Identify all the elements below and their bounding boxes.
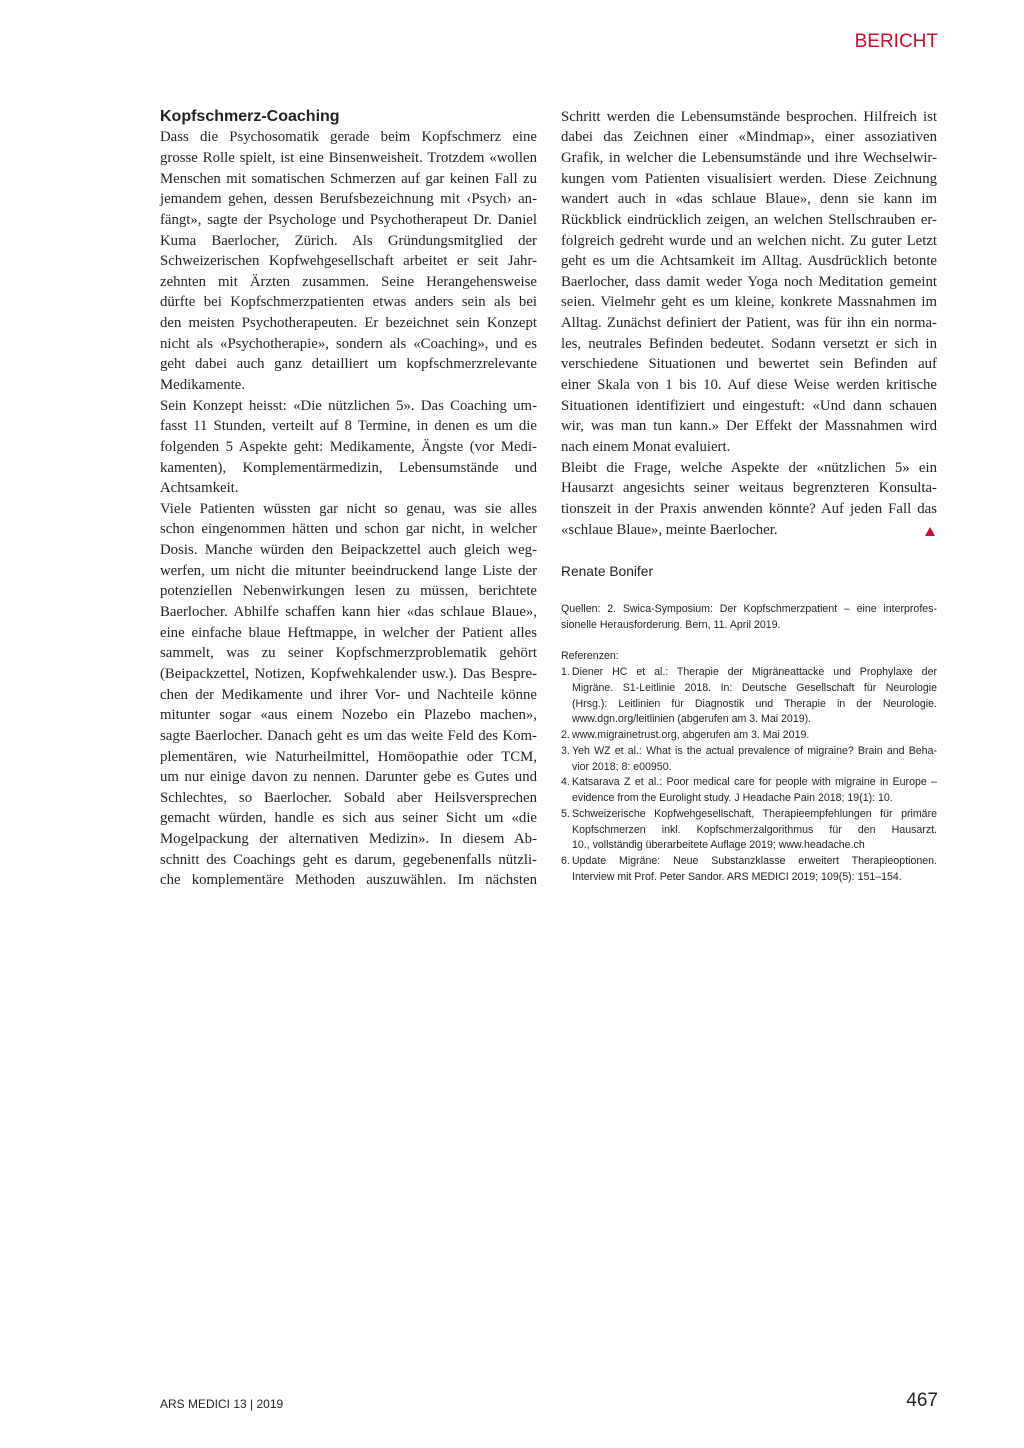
reference-text xyxy=(572,807,937,854)
text-line: einer Skala von 1 bis 10. Auf diese Weise werden kritische xyxy=(561,377,937,394)
text-line: chen der Medikamente und ihrer Vor- und Nachteile könne xyxy=(160,686,537,703)
text-line: Grafik, in welcher die Lebensumstände und ihre Wechselwir- xyxy=(561,149,937,166)
footer-journal-issue: ARS MEDICI 13 | 2019 xyxy=(160,1397,284,1411)
author-name: Renate Bonifer xyxy=(561,564,654,579)
text-line-with-end-mark xyxy=(561,520,937,541)
text-line: schnitt des Coachings geht es darum, gegebenenfalls nützli- xyxy=(160,851,537,868)
text-line: Viele Patienten wüssten gar nicht so genau, was sie alles xyxy=(160,500,537,517)
reference-number: 4. xyxy=(561,776,570,789)
text-line: fasst 11 Stunden, verteilt auf 8 Termine, in denen es um die xyxy=(160,418,537,435)
reference-number: 6. xyxy=(561,855,570,868)
text-line: verschiedene Situationen und bewertet sein Befinden auf xyxy=(561,356,937,373)
reference-line: Diener HC et al.: Therapie der Migräneattacke und Prophylaxe der xyxy=(572,666,937,679)
text-line: den meisten Psychotherapeuten. Er bezeichnet sein Konzept xyxy=(160,315,537,332)
page-number: 467 xyxy=(906,1390,938,1411)
reference-line: Kopfschmerzen inkl. Kopfschmerzalgorithmus für den Hausarzt. xyxy=(572,823,937,836)
reference-line: (Hrsg.): Leitlinien für Diagnostik und Therapie in der Neurologie. xyxy=(572,697,937,710)
text-line: Menschen mit somatischen Schmerzen auf gar keinen Fall zu xyxy=(160,170,537,187)
text-line: tionszeit in der Praxis anwenden könnte? Auf jeden Fall das xyxy=(561,500,937,517)
reference-text xyxy=(572,744,937,776)
text-line: Rückblick eindrücklich zeigen, an welchen Stellschrauben er- xyxy=(561,211,937,228)
text-line: zehnten mit Ärzten zusammen. Seine Herangehensweise xyxy=(160,273,537,290)
text-line: Achtsamkeit. xyxy=(160,480,239,497)
text-line: dabei das Zeichnen einer «Mindmap», einer assoziativen xyxy=(561,129,937,146)
text-line: les, neutrales Befinden bedeutet. Sodann versetzt er sich in xyxy=(561,335,937,352)
text-line: Alltag. Zunächst definiert der Patient, was für ihn ein norma- xyxy=(561,315,937,332)
text-line: wandert auch in «das schlaue Blaue», denn sie kann im xyxy=(561,191,937,208)
text-line: Dosis. Manche würden den Beipackzettel auch gleich weg- xyxy=(160,542,537,559)
text-line: Mogelpackung der alternativen Medizin». In diesem Ab- xyxy=(160,831,537,848)
reference-item xyxy=(561,775,937,807)
text-line: grosse Rolle spielt, ist eine Binsenweisheit. Trotzdem «wollen xyxy=(160,149,537,166)
text-line: nach einem Monat evaluiert. xyxy=(561,438,731,455)
paragraph xyxy=(561,107,937,458)
text-line: sagte Baerlocher. Danach geht es um das weite Feld des Kom- xyxy=(160,727,537,744)
text-line: Schlechtes, so Baerlocher. Sobald aber Heilsversprechen xyxy=(160,789,537,806)
sources xyxy=(561,602,937,634)
reference-line: vior 2018; 8: e00950. xyxy=(572,760,672,773)
text-line: werfen, um nicht die mitunter beeindruckend lange Liste der xyxy=(160,562,537,579)
paragraph xyxy=(160,396,537,499)
reference-item xyxy=(561,744,937,776)
paragraph xyxy=(160,499,537,891)
text-line: Sein Konzept heisst: «Die nützlichen 5». Das Coaching um- xyxy=(160,397,537,414)
text-line: che komplementäre Methoden auszuwählen. Im nächsten xyxy=(160,872,537,889)
text-line: (Beipackzettel, Notizen, Kopfwehkalender usw.). Das Bespre- xyxy=(160,665,537,682)
text-line: wir, was man tun kann.» Der Effekt der Massnahmen wird xyxy=(561,418,937,435)
reference-text xyxy=(572,665,937,728)
paragraph xyxy=(160,127,537,395)
text-line: «schlaue Blaue», meinte Baerlocher. xyxy=(561,521,778,538)
reference-text xyxy=(572,728,937,744)
text-line: Kuma Baerlocher, Zürich. Als Gründungsmitglied der xyxy=(160,232,537,249)
paragraph xyxy=(561,458,937,541)
text-line: mitunter sogar «aus einem Nozebo ein Plazebo machen», xyxy=(160,707,537,724)
text-line: kamenten), Komplementärmedizin, Lebensumstände und xyxy=(160,459,537,476)
reference-number: 2. xyxy=(561,729,570,742)
reference-text xyxy=(572,775,937,807)
text-line: Baerlocher, dass damit weder Yoga noch Meditation gemeint xyxy=(561,273,937,290)
text-line: jemandem gehen, dessen Berufsbezeichnung mit ‹Psych› an- xyxy=(160,191,537,208)
right-column xyxy=(561,107,937,540)
text-line: nicht als «Psychotherapie», sondern als «Coaching», und es xyxy=(160,335,537,352)
reference-line: www.dgn.org/leitlinien (abgerufen am 3. Mai 2019). xyxy=(572,713,812,726)
text-line: Situationen identifiziert und eingestuft: «Und dann schauen xyxy=(561,397,937,414)
reference-line: www.migrainetrust.org, abgerufen am 3. Mai 2019. xyxy=(572,729,810,742)
reference-item xyxy=(561,665,937,728)
reference-line: Katsarava Z et al.: Poor medical care for people with migraine in Europe – xyxy=(572,776,937,789)
text-line: folgenden 5 Aspekte geht: Medikamente, Ängste (vor Medi- xyxy=(160,438,537,455)
text-line: plementären, wie Naturheilmittel, Homöopathie oder TCM, xyxy=(160,748,537,765)
text-line: Schweizerischen Kopfwehgesellschaft arbeitet er seit Jahr- xyxy=(160,253,537,270)
references-title: Referenzen: xyxy=(561,650,619,663)
text-line: kungen vom Patienten visualisiert werden. Diese Zeichnung xyxy=(561,170,937,187)
reference-text xyxy=(572,854,937,886)
text-line: Baerlocher. Abhilfe schaffen kann hier «das schlaue Blaue», xyxy=(160,604,537,621)
text-line: Schritt werden die Lebensumstände besprochen. Hilfreich ist xyxy=(561,108,937,125)
text-line: eine einfache blaue Heftmappe, in welcher der Patient alles xyxy=(160,624,537,641)
sources-line: sionelle Herausforderung. Bern, 11. April 2019. xyxy=(561,618,781,631)
reference-line: Migräne. S1-Leitlinie 2018. In: Deutsche Gesellschaft für Neurologie xyxy=(572,681,937,694)
reference-line: 10., vollständig überarbeitete Auflage 2019; www.headache.ch xyxy=(572,839,865,852)
red-triangle-icon xyxy=(925,527,935,536)
text-line: seien. Vielmehr geht es um kleine, konkrete Massnahmen im xyxy=(561,294,937,311)
article-heading: Kopfschmerz-Coaching xyxy=(160,107,340,125)
section-label: BERICHT xyxy=(854,31,938,52)
text-line: Medikamente. xyxy=(160,377,246,393)
sources-line: Quellen: 2. Swica-Symposium: Der Kopfschmerzpatient – eine interprofes- xyxy=(561,603,937,615)
text-line: geht dabei auch ganz detailliert um kopfschmerzrelevante xyxy=(160,356,537,373)
reference-number: 1. xyxy=(561,666,570,679)
text-line: schon eingenommen hätten und schon gar nicht, in welcher xyxy=(160,521,537,538)
reference-item xyxy=(561,728,937,744)
reference-item xyxy=(561,854,937,886)
text-line: gemacht würden, handle es sich aus seiner Sicht um «die xyxy=(160,810,537,827)
text-line: Hausarzt angesichts seiner weitaus begrenzteren Konsulta- xyxy=(561,480,937,497)
reference-line: Yeh WZ et al.: What is the actual prevalence of migraine? Brain and Beha- xyxy=(572,744,937,757)
text-line: sammelt, was zu seiner Kopfschmerzproblematik gehört xyxy=(160,645,537,662)
reference-line: evidence from the Eurolight study. J Headache Pain 2018; 19(1): 10. xyxy=(572,792,893,805)
text-line: folgreich gedreht wurde und an welchen nicht. Zu guter Letzt xyxy=(561,232,937,249)
reference-number: 5. xyxy=(561,807,570,820)
references xyxy=(561,649,937,885)
reference-item xyxy=(561,807,937,854)
text-line: dürfte bei Kopfschmerzpatienten etwas anders sein als bei xyxy=(160,294,537,311)
reference-line: Schweizerische Kopfwehgesellschaft, Therapieempfehlungen für primäre xyxy=(572,807,937,820)
text-line: potenziellen Nebenwirkungen lesen zu müssen, berichtete xyxy=(160,583,537,600)
reference-line: Interview mit Prof. Peter Sandor. ARS MEDICI 2019; 109(5): 151–154. xyxy=(572,871,902,884)
text-line: geht es um die Achtsamkeit im Alltag. Ausdrücklich betonte xyxy=(561,253,937,270)
text-line: fängt», sagte der Psychologe und Psychotherapeut Dr. Daniel xyxy=(160,211,537,228)
text-line: Bleibt die Frage, welche Aspekte der «nützlichen 5» ein xyxy=(561,459,937,476)
reference-number: 3. xyxy=(561,744,570,757)
left-column xyxy=(160,107,537,891)
text-line: um nur einige davon zu nennen. Darunter gebe es Gutes und xyxy=(160,769,537,786)
text-line: Dass die Psychosomatik gerade beim Kopfschmerz eine xyxy=(160,129,537,146)
reference-line: Update Migräne: Neue Substanzklasse erweitert Therapieoptionen. xyxy=(572,855,937,868)
